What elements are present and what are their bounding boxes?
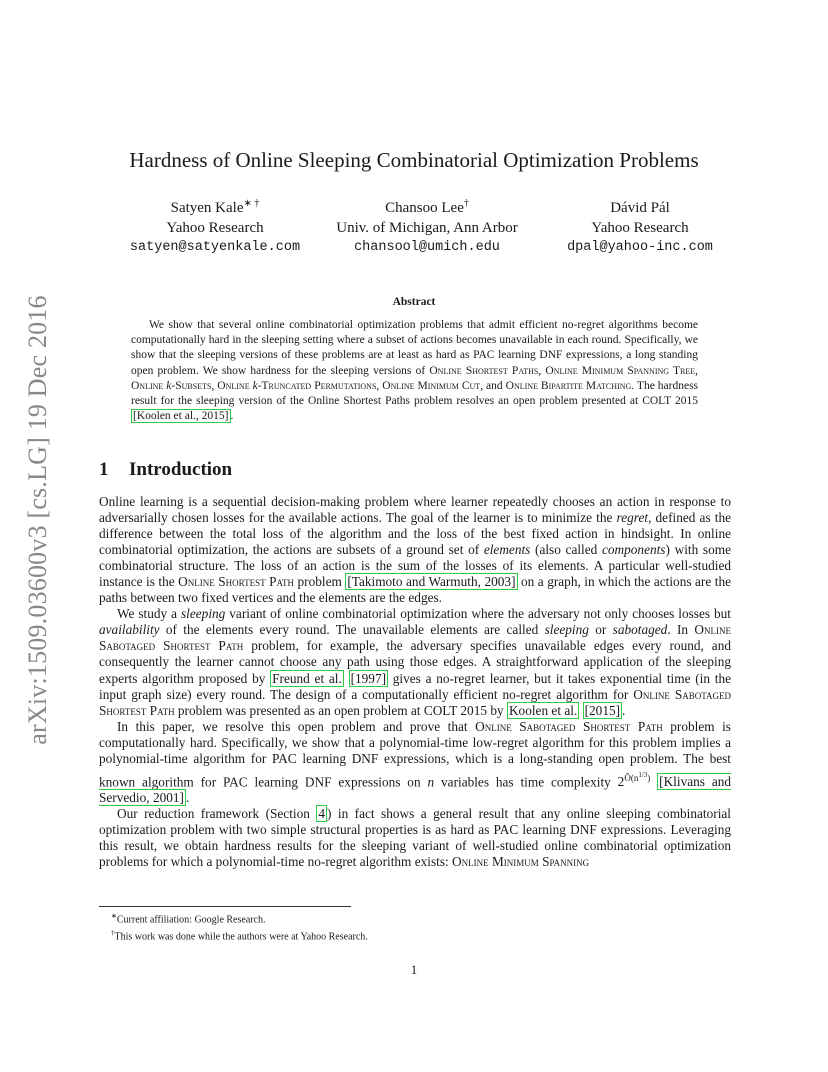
abstract-heading: Abstract <box>392 296 436 308</box>
citation-link[interactable]: Koolen et al. <box>508 702 578 718</box>
footnote-divider <box>99 906 351 907</box>
author-name: Satyen Kale <box>170 200 244 216</box>
body-text <box>99 494 731 871</box>
author-block-lee <box>312 194 542 258</box>
arxiv-id: arXiv:1509.03600v3 [cs.LG] 19 Dec 2016 <box>23 295 53 745</box>
paper-title: Hardness of Online Sleeping Combinatorial Optimization Problems <box>129 148 699 172</box>
section-title: Introduction <box>129 459 233 480</box>
author-email: chansool@umich.edu <box>354 240 500 255</box>
paragraph: Our reduction framework (Section 4 ) in fact shows a general result that any online sleeping combinatorial optimization problem with two simple structural properties is as hard as PAC learning DNF expressions. Leveraging this result, we obtain hardness results for the sleeping variant of well-studied online combinatorial optimization problems for which a polynomial-time no-regret algorithm exists: Online Minimum Spanning <box>99 806 731 870</box>
citation-link[interactable]: [Takimoto and Warmuth, 2003] <box>347 574 516 590</box>
author-affiliation: Yahoo Research <box>166 219 264 236</box>
author-email: dpal@yahoo-inc.com <box>567 240 713 255</box>
footnote: †This work was done while the authors were at Yahoo Research. <box>111 928 368 943</box>
citation-year-link[interactable]: [2015] <box>584 702 621 718</box>
page-number: 1 <box>410 962 418 977</box>
author-block-pal <box>525 194 755 258</box>
citation-link[interactable]: [Koolen et al., 2015] <box>133 410 229 423</box>
author-email: satyen@satyenkale.com <box>129 240 301 255</box>
author-affiliation: Univ. of Michigan, Ann Arbor <box>336 219 518 236</box>
paragraph: We study a sleeping variant of online combinatorial optimization where the adversary not only chooses losses but availability of the elements every round. The unavailable elements are called sleeping or sabotaged. In Online Sabotaged Shortest Path problem, for example, the adversary specifies unavailable edges every round, and consequently the learner cannot choose any path using those edges. A straightforward application of the sleeping experts algorithm proposed by Freund et al. [1997] gives a no-regret learner, but it takes exponential time (in the input graph size) every round. The design of a computationally efficient no-regret algorithm for Online Sabotaged Shortest Path problem was presented as an open problem at COLT 2015 by Koolen et al. [2015] . <box>99 606 732 718</box>
paragraph: In this paper, we resolve this open problem and prove that Online Sabotaged Shortest Path problem is computationally hard. Specifically, we show that a polynomial-time low-regret algorithm for this problem implies a polynomial-time algorithm for PAC learning DNF expressions, which is a long-standing open problem. The best known algorithm for PAC learning DNF expressions on n variables has time complexity $2^{Õ(n^{1/3})}$ [Klivans and Servedio, 2001] . <box>99 718 732 806</box>
citation-year-link[interactable]: [1997] <box>350 670 387 686</box>
author-name: Chansoo Lee <box>385 200 464 216</box>
section-heading <box>99 459 232 481</box>
author-marks: ∗ † <box>243 198 260 209</box>
author-marks: † <box>463 198 469 209</box>
section-ref-link[interactable]: 4 <box>318 806 325 822</box>
arxiv-sidebar-stamp <box>20 285 56 755</box>
citation-link[interactable]: [Klivans and Servedio, 2001] <box>99 774 732 806</box>
paragraph: Online learning is a sequential decision-making problem where learner repeatedly chooses an action in response to adversarially chosen losses for the available actions. The goal of the learner is to minimize the regret, defined as the difference between the total loss of the algorithm and the loss of the best fixed action in hindsight. In online combinatorial optimization, the actions are subsets of a ground set of elements (also called components) with some combinatorial structure. The loss of an action is the sum of the losses of its elements. A particular well-studied instance is the Online Shortest Path problem [Takimoto and Warmuth, 2003] on a graph, in which the actions are the paths between two fixed vertices and the elements are the edges. <box>99 494 731 606</box>
footnote: ∗Current affiliation: Google Research. <box>111 912 266 926</box>
citation-link[interactable]: Freund et al. <box>272 670 342 686</box>
author-block-kale <box>100 194 330 258</box>
author-affiliation: Yahoo Research <box>591 219 689 236</box>
author-name: Dávid Pál <box>610 200 670 216</box>
abstract-text: We show that several online combinatorial optimization problems that admit efficient no-regret algorithms become computationally hard in the sleeping setting where a subset of actions becomes unavailable in each round. Specifically, we show that the sleeping versions of these problems are at least as hard as PAC learning DNF expressions, a long standing open problem. We show hardness for the sleeping versions of Online Shortest Paths, Online Minimum Spanning Tree, Online k-Subsets, Online k-Truncated Permutations, Online Minimum Cut, and Online Bipartite Matching. The hardness result for the sleeping version of the Online Shortest Paths problem resolves an open problem presented at COLT 2015 [Koolen et al., 2015] . <box>131 319 699 423</box>
footnotes <box>99 910 719 944</box>
section-number: 1 <box>99 459 109 480</box>
complexity-formula: $2^{Õ(n^{1/3})}$ <box>617 770 651 790</box>
